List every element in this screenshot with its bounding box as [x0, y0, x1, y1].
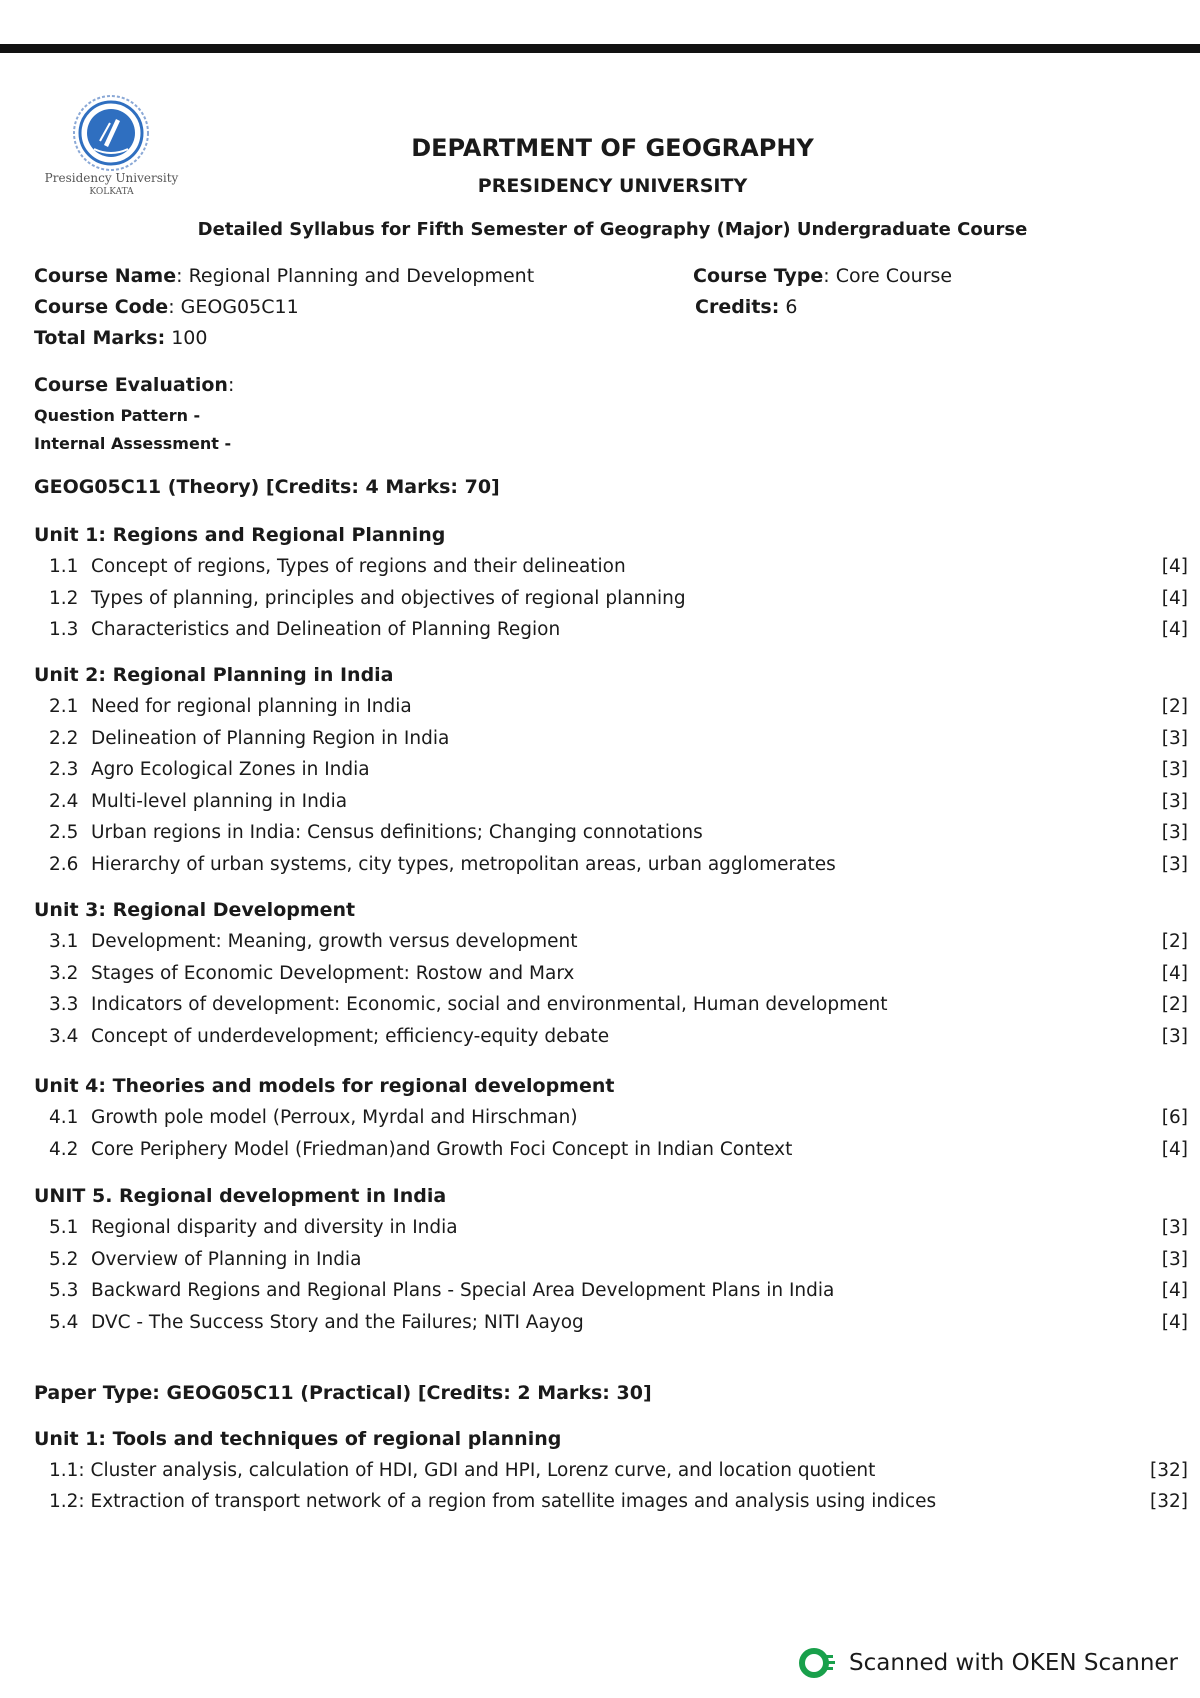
practical-item-1: [0, 1460, 1200, 1490]
unit-title: UNIT 5. Regional development in India: [34, 1185, 447, 1207]
course-name-line: Course Name: Regional Planning and Development: [34, 265, 535, 287]
item-marks: [3]: [1161, 727, 1188, 749]
item-number: 1.1: [49, 556, 79, 577]
unit-title: Unit 1: Regions and Regional Planning: [34, 524, 446, 546]
item-marks: [4]: [1161, 587, 1188, 609]
item-number: 3.2: [49, 962, 79, 984]
item-text: Types of planning, principles and objectives of regional planning: [91, 587, 686, 609]
scanner-watermark: [799, 1646, 1178, 1680]
syllabus-item-row: [0, 619, 1200, 649]
course-code-line: Course Code: GEOG05C11: [34, 296, 299, 318]
total-marks-value: 100: [171, 327, 208, 349]
item-marks: [4]: [1161, 1280, 1188, 1302]
item-marks: [4]: [1161, 556, 1188, 577]
practical-item-2: [0, 1491, 1200, 1521]
item-marks: [3]: [1161, 1025, 1188, 1047]
item-text: Characteristics and Delineation of Planning Region: [91, 619, 561, 641]
item-marks: [3]: [1161, 790, 1188, 812]
syllabus-item-row: [0, 1312, 1200, 1342]
item-marks: [2]: [1161, 994, 1188, 1016]
syllabus-item-row: [0, 696, 1200, 726]
internal-assessment: Internal Assessment -: [34, 434, 232, 453]
credits-line: [695, 296, 797, 318]
item-marks: [3]: [1161, 759, 1188, 781]
theory-heading: GEOG05C11 (Theory) [Credits: 4 Marks: 70]: [34, 476, 500, 498]
item-marks: [4]: [1161, 1138, 1188, 1160]
item-text: Multi-level planning in India: [91, 790, 348, 812]
item-number: 2.1: [49, 696, 79, 717]
item-marks: [4]: [1161, 619, 1188, 641]
item-text: Urban regions in India: Census definitions; Changing connotations: [91, 822, 703, 844]
item-text: Growth pole model (Perroux, Myrdal and Hirschman): [91, 1107, 578, 1128]
item-text: Backward Regions and Regional Plans - Special Area Development Plans in India: [91, 1280, 835, 1302]
item-marks: [3]: [1161, 822, 1188, 844]
department-title: DEPARTMENT OF GEOGRAPHY: [411, 134, 814, 162]
syllabus-item-row: [0, 931, 1200, 961]
item-marks: [6]: [1161, 1107, 1188, 1128]
item-number: 2.6: [49, 854, 79, 875]
item-number: 5.2: [49, 1248, 79, 1270]
item-text: Need for regional planning in India: [91, 696, 412, 717]
item-number: 2.3: [49, 759, 79, 781]
total-marks-label: Total Marks:: [34, 327, 166, 349]
course-name-value: Regional Planning and Development: [188, 265, 535, 287]
item-text: DVC - The Success Story and the Failures; NITI Aayog: [91, 1311, 584, 1333]
item-marks: [4]: [1161, 1311, 1188, 1333]
item-marks: [3]: [1161, 1248, 1188, 1270]
syllabus-item-row: [0, 822, 1200, 852]
course-code-value: GEOG05C11: [180, 296, 299, 318]
practical-item-marks: [32]: [1150, 1460, 1188, 1481]
item-text: Stages of Economic Development: Rostow and Marx: [91, 962, 575, 984]
unit-title: Unit 2: Regional Planning in India: [34, 664, 394, 686]
syllabus-item-row: [0, 791, 1200, 821]
item-number: 3.1: [49, 931, 79, 952]
credits-label: Credits:: [695, 296, 780, 318]
oken-scanner-logo-icon: [799, 1646, 839, 1680]
item-number: 3.4: [49, 1025, 79, 1047]
item-number: 5.1: [49, 1217, 79, 1238]
syllabus-item-row: [0, 963, 1200, 993]
syllabus-item-row: [0, 1249, 1200, 1279]
syllabus-item-row: [0, 1026, 1200, 1056]
item-text: Agro Ecological Zones in India: [91, 759, 370, 781]
unit-title: Unit 4: Theories and models for regional development: [34, 1075, 615, 1097]
practical-unit-title: Unit 1: Tools and techniques of regional planning: [34, 1428, 562, 1450]
syllabus-item-row: [0, 854, 1200, 884]
logo-label-name: Presidency University: [44, 171, 179, 185]
item-number: 4.1: [49, 1107, 79, 1128]
item-marks: [4]: [1161, 962, 1188, 984]
item-text: Regional disparity and diversity in India: [91, 1217, 458, 1238]
university-name: PRESIDENCY UNIVERSITY: [477, 175, 748, 197]
syllabus-item-row: [0, 588, 1200, 618]
practical-heading: Paper Type: GEOG05C11 (Practical) [Credits: 2 Marks: 30]: [34, 1382, 652, 1404]
item-text: Concept of regions, Types of regions and their delineation: [91, 556, 626, 577]
syllabus-item-row: [0, 728, 1200, 758]
course-code-label: Course Code: [34, 296, 169, 318]
item-marks: [3]: [1161, 1217, 1188, 1238]
syllabus-item-row: [0, 1280, 1200, 1310]
question-pattern: Question Pattern -: [34, 406, 201, 425]
item-marks: [2]: [1161, 696, 1188, 717]
syllabus-item-row: [0, 994, 1200, 1024]
item-text: Core Periphery Model (Friedman)and Growth Foci Concept in Indian Context: [91, 1138, 793, 1160]
item-number: 2.2: [49, 727, 79, 749]
item-marks: [2]: [1161, 931, 1188, 952]
item-number: 1.2: [49, 587, 79, 609]
item-number: 5.3: [49, 1280, 79, 1302]
syllabus-item-row: [0, 1107, 1200, 1137]
practical-item-text: 1.1: Cluster analysis, calculation of HDI, GDI and HPI, Lorenz curve, and location quotient: [49, 1460, 876, 1481]
item-text: Overview of Planning in India: [91, 1248, 362, 1270]
item-number: 2.4: [49, 790, 79, 812]
course-type-label: Course Type: [693, 265, 824, 287]
syllabus-item-row: [0, 1217, 1200, 1247]
unit-title: Unit 3: Regional Development: [34, 899, 356, 921]
credits-value: 6: [785, 296, 798, 318]
syllabus-item-row: [0, 759, 1200, 789]
course-name-label: Course Name: [34, 265, 177, 287]
course-type-line: Course Type: Core Course: [693, 265, 953, 287]
item-number: 2.5: [49, 822, 79, 844]
syllabus-item-row: [0, 556, 1200, 586]
item-text: Indicators of development: Economic, social and environmental, Human development: [91, 994, 888, 1016]
item-number: 4.2: [49, 1138, 79, 1160]
scanner-text: Scanned with OKEN Scanner: [849, 1650, 1178, 1676]
item-text: Concept of underdevelopment; efficiency-equity debate: [91, 1025, 610, 1047]
logo-label-city: KOLKATA: [89, 187, 134, 197]
course-type-value: Core Course: [835, 265, 953, 287]
course-evaluation-title: Course Evaluation:: [34, 374, 235, 396]
practical-item-text: 1.2: Extraction of transport network of a region from satellite images and analysis using indices: [49, 1491, 937, 1512]
item-text: Hierarchy of urban systems, city types, metropolitan areas, urban agglomerates: [91, 854, 836, 875]
item-text: Development: Meaning, growth versus development: [91, 931, 578, 952]
syllabus-item-row: [0, 1139, 1200, 1169]
item-text: Delineation of Planning Region in India: [91, 727, 450, 749]
item-marks: [3]: [1161, 854, 1188, 875]
total-marks-line: [34, 327, 207, 349]
practical-item-marks: [32]: [1150, 1491, 1188, 1512]
top-border-bar: [0, 44, 1200, 53]
item-number: 3.3: [49, 994, 79, 1016]
syllabus-subtitle: Detailed Syllabus for Fifth Semester of Geography (Major) Undergraduate Course: [197, 219, 1028, 240]
item-number: 5.4: [49, 1311, 79, 1333]
item-number: 1.3: [49, 619, 79, 641]
